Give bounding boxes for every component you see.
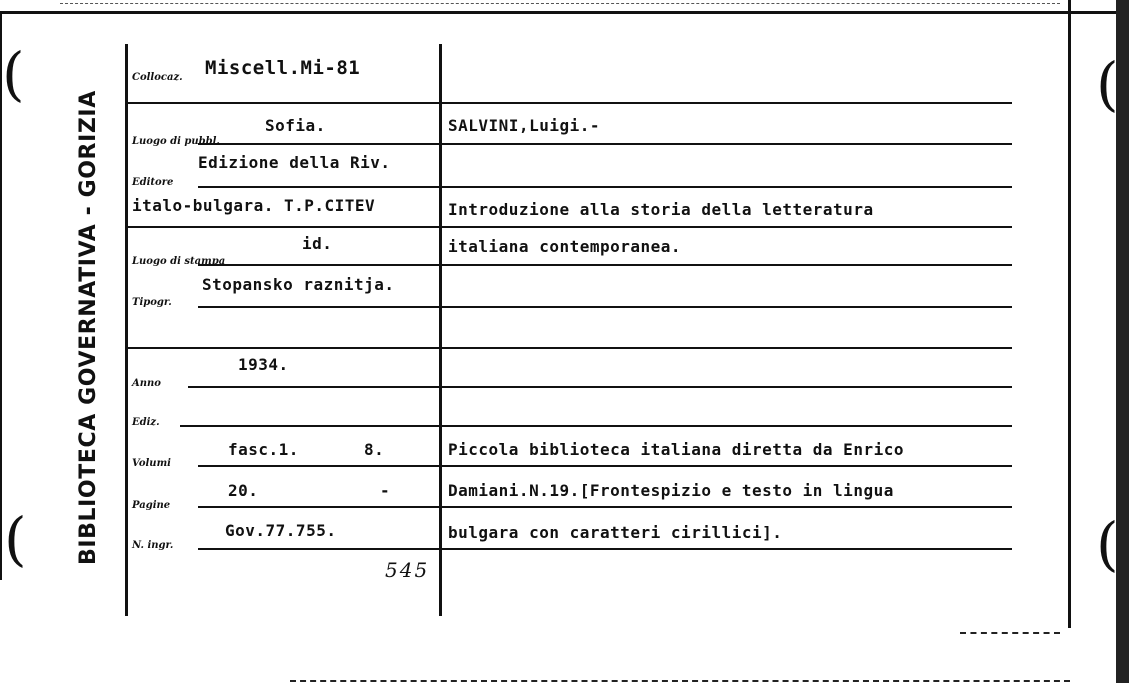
rule (442, 264, 1012, 266)
rule (198, 548, 439, 550)
right-bracket-bottom: ( (1096, 510, 1119, 578)
volumi-extra-value: 8. (364, 440, 385, 459)
right-bracket-top: ( (1096, 50, 1119, 118)
label-n-ingr: N. ingr. (132, 540, 174, 551)
title-line2: italiana contemporanea. (448, 237, 682, 256)
luogo-stampa-value: id. (302, 234, 333, 253)
label-luogo-pubbl: Luogo di pubbl. (132, 136, 220, 147)
rule (442, 226, 1012, 228)
luogo-pubbl-value: Sofia. (265, 116, 326, 135)
rule (442, 306, 1012, 308)
rule (198, 465, 439, 467)
top-border (0, 11, 1129, 14)
rule (442, 465, 1012, 467)
collocazione-value: Miscell.Mi-81 (205, 57, 361, 79)
title-line1: Introduzione alla storia della letteratura (448, 200, 874, 219)
editore-value-line1: Edizione della Riv. (198, 153, 391, 172)
author-value: SALVINI,Luigi.- (448, 116, 600, 135)
handwritten-number: 545 (385, 558, 430, 582)
label-editore: Editore (132, 177, 174, 188)
rule (128, 226, 439, 228)
label-volumi: Volumi (132, 458, 171, 469)
rule (198, 264, 439, 266)
rule (442, 186, 1012, 188)
label-edizione: Ediz. (132, 417, 160, 428)
top-dashed-edge (60, 3, 1060, 4)
right-border (1068, 0, 1071, 628)
rule (442, 347, 1012, 349)
vertical-title: BIBLIOTECA GOVERNATIVA - GORIZIA (76, 90, 101, 565)
left-bracket-top: ( (2, 40, 25, 108)
left-bracket-bottom: ( (4, 505, 27, 573)
rule (188, 386, 439, 388)
rule (198, 143, 439, 145)
pagine-extra-value: - (380, 481, 391, 500)
rule (198, 186, 439, 188)
volumi-value: fasc.1. (228, 440, 299, 459)
bottom-dashed-edge (290, 680, 1070, 682)
left-column-divider (125, 44, 128, 616)
rule (128, 347, 439, 349)
rule (128, 102, 439, 104)
note-line3: bulgara con caratteri cirillici]. (448, 523, 783, 542)
n-ingr-value: Gov.77.755. (225, 521, 337, 540)
rule (180, 425, 439, 427)
label-tipografia: Tipogr. (132, 297, 172, 308)
rule (442, 386, 1012, 388)
rule (442, 506, 1012, 508)
note-line2: Damiani.N.19.[Frontespizio e testo in lingua (448, 481, 894, 500)
label-anno: Anno (132, 378, 161, 389)
note-line1: Piccola biblioteca italiana diretta da Enrico (448, 440, 904, 459)
tipografia-value: Stopansko raznitja. (202, 275, 395, 294)
rule (442, 102, 1012, 104)
bottom-right-dash (960, 632, 1060, 634)
label-luogo-stampa: Luogo di stampa (132, 256, 226, 267)
label-collocazione: Collocaz. (132, 72, 183, 83)
rule (198, 506, 439, 508)
rule (442, 143, 1012, 145)
anno-value: 1934. (238, 355, 289, 374)
rule (198, 306, 439, 308)
rule (442, 425, 1012, 427)
pagine-value: 20. (228, 481, 259, 500)
rule (442, 548, 1012, 550)
editore-value-line2: italo-bulgara. T.P.CITEV (132, 196, 376, 215)
center-column-divider (439, 44, 442, 616)
label-pagine: Pagine (132, 500, 171, 511)
